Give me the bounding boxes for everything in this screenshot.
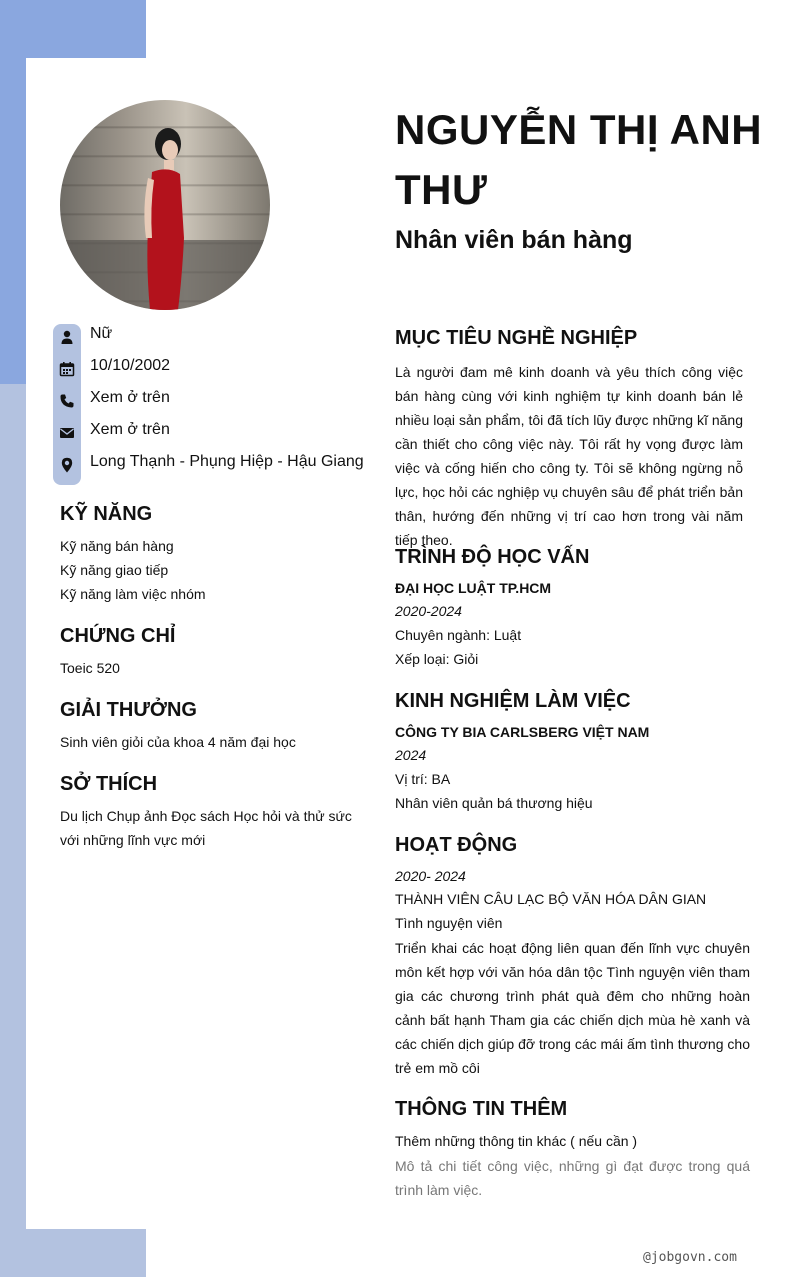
awards-heading: GIẢI THƯỞNG bbox=[60, 699, 197, 721]
education-major: Chuyên ngành: Luật bbox=[395, 627, 522, 643]
education-period: 2020-2024 bbox=[395, 603, 462, 619]
award-item: Sinh viên giỏi của khoa 4 năm đại học bbox=[60, 734, 296, 750]
experience-position: Vị trí: BA bbox=[395, 771, 451, 787]
additional-hint: Mô tả chi tiết công việc, những gì đạt được trong quá trình làm việc. bbox=[395, 1158, 750, 1198]
person-icon bbox=[59, 329, 75, 345]
avatar bbox=[60, 100, 270, 310]
job-title: Nhân viên bán hàng bbox=[395, 226, 633, 254]
experience-company: CÔNG TY BIA CARLSBERG VIỆT NAM bbox=[395, 724, 650, 740]
experience-heading: KINH NGHIỆM LÀM VIỆC bbox=[395, 690, 631, 712]
skill-item: Kỹ năng bán hàng bbox=[60, 538, 174, 554]
additional-heading: THÔNG TIN THÊM bbox=[395, 1098, 568, 1120]
phone-icon bbox=[59, 393, 75, 409]
activities-description: Triển khai các hoạt động liên quan đến lĩnh vực chuyên môn kết hợp với văn hóa dân tộc Tình nguyện viên tham gia các chương trình phát quà đêm cho những hoàn cảnh bất hạnh Tham gia các chiến dịch mùa hè xanh và các chiến dịch giúp đỡ trong các mái ấm tình thương cho trẻ em mồ côi bbox=[395, 940, 750, 1076]
contact-email bbox=[53, 419, 373, 447]
avatar-figure bbox=[138, 128, 190, 310]
certificate-item: Toeic 520 bbox=[60, 660, 120, 676]
education-heading: TRÌNH ĐỘ HỌC VẤN bbox=[395, 546, 590, 568]
envelope-icon bbox=[59, 425, 75, 441]
additional-line: Thêm những thông tin khác ( nếu cần ) bbox=[395, 1133, 638, 1149]
birthday-text: 10/10/2002 bbox=[90, 357, 171, 374]
hobbies-heading: SỞ THÍCH bbox=[60, 773, 158, 795]
contact-gender bbox=[53, 323, 373, 351]
certificates-heading: CHỨNG CHỈ bbox=[60, 625, 176, 647]
decorative-band-bottom bbox=[26, 1229, 146, 1277]
experience-period: 2024 bbox=[395, 747, 427, 763]
experience-description: Nhân viên quản bá thương hiệu bbox=[395, 795, 593, 811]
contact-address bbox=[53, 451, 373, 479]
hobbies-text: Du lịch Chụp ảnh Đọc sách Học hỏi và thử sức với những lĩnh vực mới bbox=[60, 808, 352, 848]
activities-role: Tình nguyện viên bbox=[395, 915, 503, 931]
activities-heading: HOẠT ĐỘNG bbox=[395, 834, 518, 856]
watermark: @jobgovn.com bbox=[643, 1250, 737, 1265]
phone-text: Xem ở trên bbox=[90, 389, 170, 406]
gender-text: Nữ bbox=[90, 325, 113, 342]
email-text: Xem ở trên bbox=[90, 421, 170, 438]
calendar-icon bbox=[59, 361, 75, 377]
activities-organization: THÀNH VIÊN CÂU LẠC BỘ VĂN HÓA DÂN GIAN bbox=[395, 891, 707, 907]
education-school: ĐẠI HỌC LUẬT TP.HCM bbox=[395, 580, 552, 596]
skill-item: Kỹ năng giao tiếp bbox=[60, 562, 169, 578]
education-grade: Xếp loại: Giỏi bbox=[395, 651, 479, 667]
skill-item: Kỹ năng làm việc nhóm bbox=[60, 586, 206, 602]
candidate-name: NGUYỄN THỊ ANH THƯ bbox=[395, 106, 763, 213]
address-text: Long Thạnh - Phụng Hiệp - Hậu Giang bbox=[90, 453, 364, 470]
objective-text: Là người đam mê kinh doanh và yêu thích công việc bán hàng cùng với kinh nghiệm tự kinh doanh bán lẻ nhiều loại sản phẩm, tôi đã tích lũy được những kĩ năng cần thiết cho công việc này. Tôi rất hy vọng được làm việc và cống hiến cho công ty. Tôi sẽ không ngừng nỗ lực, học hỏi các nghiệp vụ chuyên sâu để phát triển bản thân, hướng đến những vị trí cao hơn trong vài năm tiếp theo. bbox=[395, 364, 743, 548]
contact-birthday bbox=[53, 355, 373, 383]
activities-period: 2020- 2024 bbox=[395, 868, 466, 884]
objective-heading: MỤC TIÊU NGHỀ NGHIỆP bbox=[395, 327, 638, 349]
contact-phone bbox=[53, 387, 373, 415]
location-pin-icon bbox=[59, 457, 75, 473]
skills-heading: KỸ NĂNG bbox=[60, 503, 153, 525]
decorative-band-left bbox=[0, 384, 26, 1277]
